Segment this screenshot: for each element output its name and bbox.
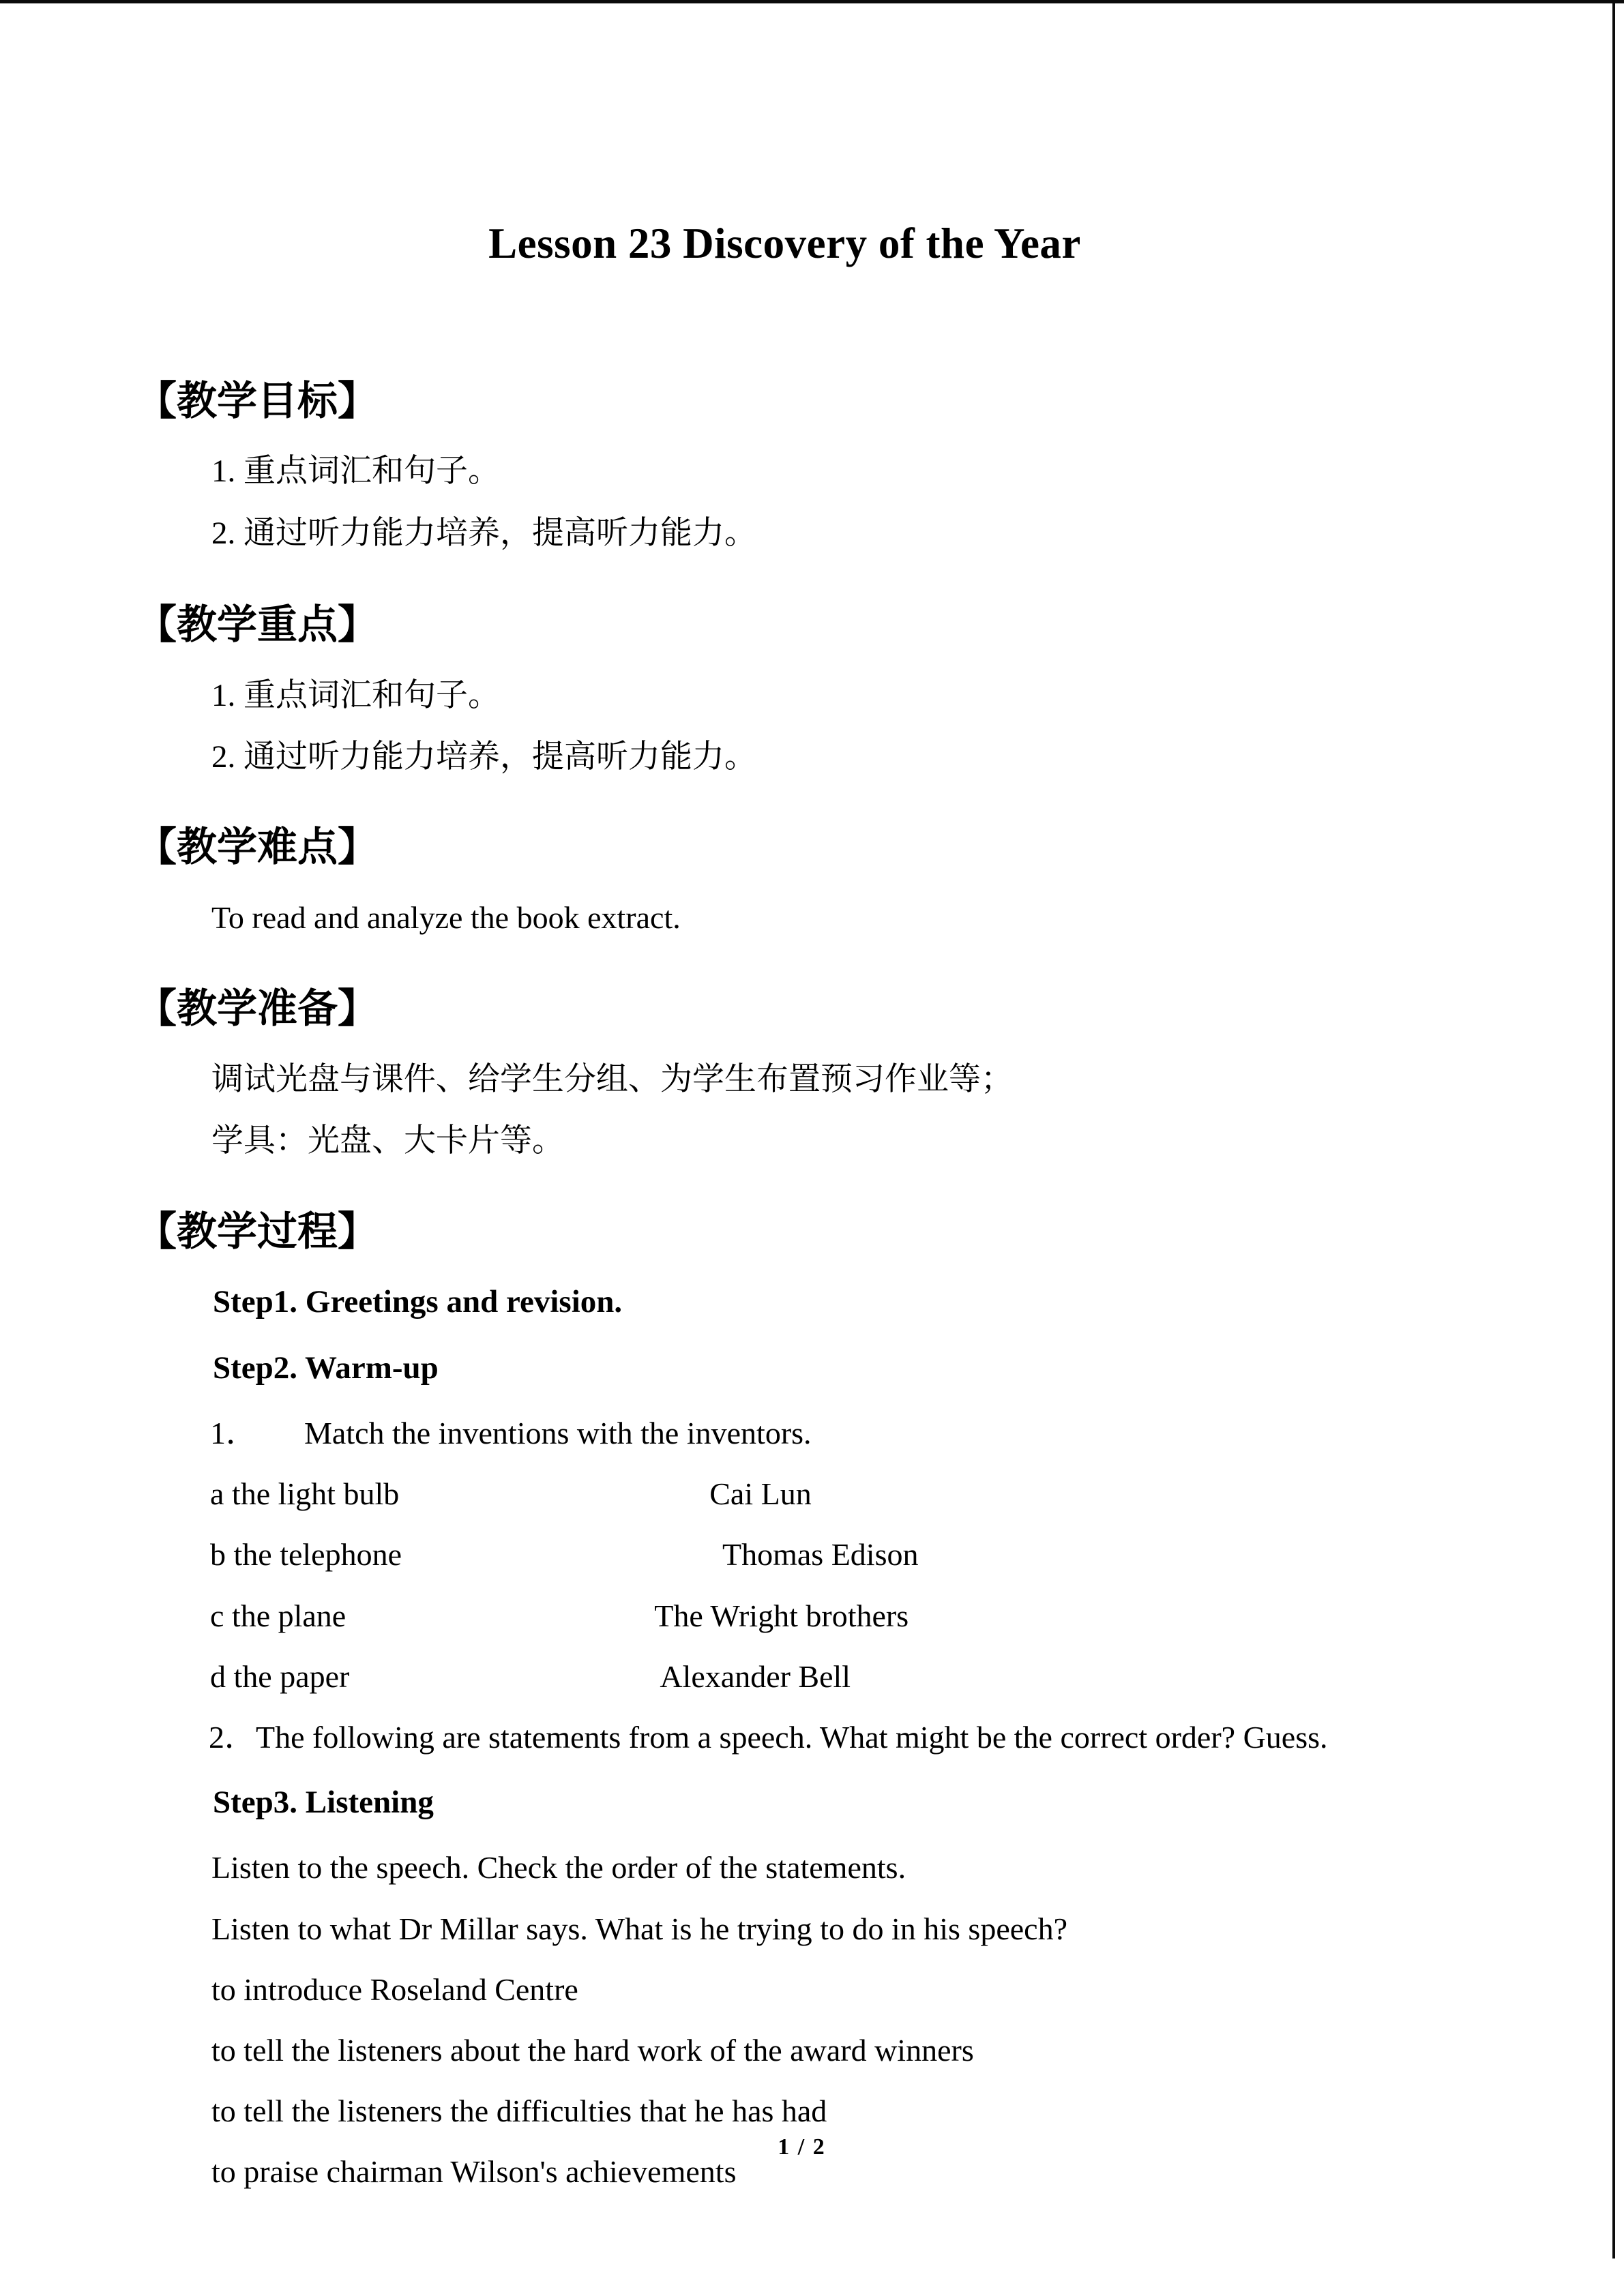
section-heading-process: 【教学过程】 [136, 1208, 379, 1254]
key-points-item-2: 2. 通过听力能力培养，提高听力能力。 [211, 739, 756, 775]
spacer [0, 871, 1624, 899]
page-number: 1 / 2 [778, 2134, 826, 2160]
step3-option-2: to tell the listeners about the hard work of the award winners [211, 2033, 974, 2068]
match-inventor: Alexander Bell [660, 1658, 851, 1694]
goals-item-2: 2. 通过听力能力培养，提高听力能力。 [211, 515, 756, 551]
match-invention: a the light bulb [210, 1476, 400, 1512]
section-heading-goals: 【教学目标】 [136, 378, 379, 423]
section-heading-preparation: 【教学准备】 [136, 986, 379, 1032]
step1-heading: Step1. Greetings and revision. [213, 1284, 623, 1320]
step3-option-3: to tell the listeners the difficulties that he has had [211, 2093, 827, 2129]
spacer [0, 1452, 1624, 1475]
match-invention: c the plane [210, 1598, 346, 1633]
step3-option-1: to introduce Roseland Centre [211, 1971, 578, 2007]
spacer [0, 491, 1624, 514]
spacer [0, 1887, 1624, 1910]
spacer [0, 1948, 1624, 1971]
difficulties-item-1: To read and analyze the book extract. [211, 899, 681, 935]
preparation-item-2: 学具：光盘、大卡片等。 [211, 1123, 564, 1159]
match-inventor: Thomas Edison [722, 1537, 919, 1572]
goals-item-1: 1. 重点词汇和句子。 [211, 453, 500, 490]
spacer [0, 1756, 1624, 1783]
preparation-item-1: 调试光盘与课件、给学生分组、为学生布置预习作业等； [211, 1061, 1013, 1097]
step3-instruction-2: Listen to what Dr Millar says. What is he trying to do in his speech? [211, 1911, 1067, 1946]
spacer [0, 2069, 1624, 2092]
match-row [0, 1597, 1624, 1635]
match-invention: d the paper [210, 1658, 350, 1694]
section-heading-difficulties: 【教学难点】 [136, 824, 379, 870]
spacer [0, 1033, 1624, 1060]
spacer [0, 1387, 1624, 1414]
spacer [0, 1322, 1624, 1349]
spacer [0, 1821, 1624, 1849]
spacer [0, 1512, 1624, 1536]
match-row [0, 1536, 1624, 1573]
spacer [0, 649, 1624, 676]
match-invention: b the telephone [210, 1537, 402, 1572]
spacer [0, 2008, 1624, 2031]
spacer [0, 715, 1624, 738]
warmup-task1 [0, 1414, 1624, 1452]
warmup-task2: 2．The following are statements from a speech. What might be the correct order? Guess. [209, 1719, 1328, 1755]
warmup-task1-text: Match the inventions with the inventors. [304, 1415, 812, 1450]
spacer [0, 1635, 1624, 1658]
match-row [0, 1475, 1624, 1512]
page-title: Lesson 23 Discovery of the Year [488, 220, 1081, 267]
spacer [0, 1255, 1624, 1283]
spacer [0, 425, 1624, 452]
match-inventor: The Wright brothers [654, 1598, 909, 1633]
step3-option-4: to praise chairman Wilson's achievements [211, 2154, 737, 2190]
key-points-item-1: 1. 重点词汇和句子。 [211, 677, 500, 713]
match-row [0, 1658, 1624, 1695]
step3-heading: Step3. Listening [213, 1785, 434, 1821]
step3-instruction-1: Listen to the speech. Check the order of the statements. [211, 1850, 906, 1885]
warmup-task1-number: 1． [210, 1415, 257, 1450]
spacer [0, 1099, 1624, 1122]
section-heading-key-points: 【教学重点】 [136, 601, 379, 647]
step2-heading: Step2. Warm-up [213, 1350, 439, 1386]
spacer [0, 1574, 1624, 1597]
match-inventor: Cai Lun [709, 1476, 812, 1512]
spacer [0, 1695, 1624, 1718]
